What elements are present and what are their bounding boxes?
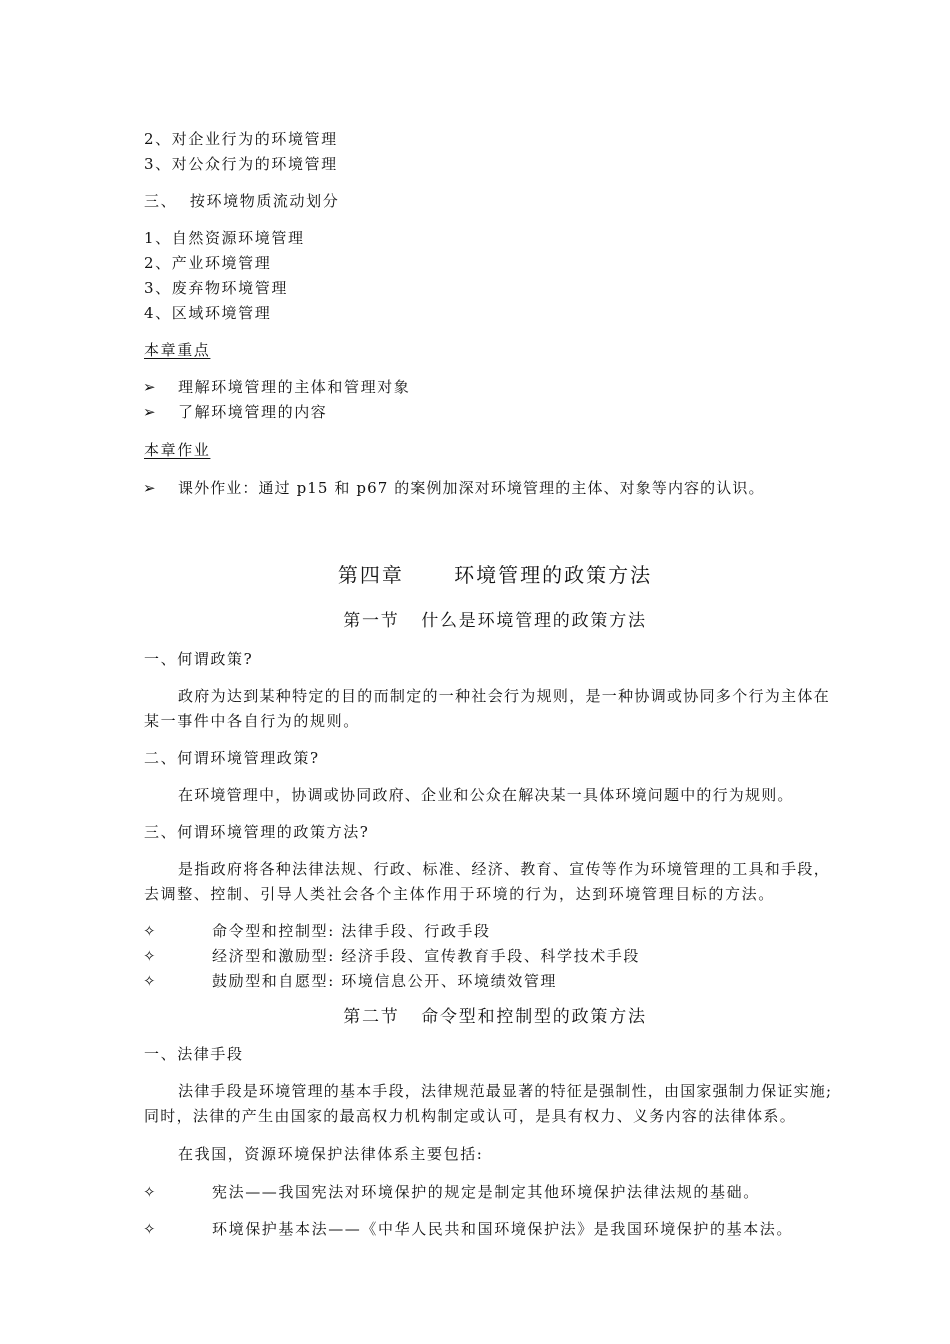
key-points-title: 本章重点: [144, 341, 211, 359]
paragraph-line: 法律手段是环境管理的基本手段，法律规范最显著的特征是强制性，由国家强制力保证实施;: [178, 1082, 833, 1100]
list-item: 1、自然资源环境管理: [144, 229, 305, 247]
question-heading: 一、法律手段: [144, 1045, 244, 1063]
law-item: 环境保护基本法——《中华人民共和国环境保护法》是我国环境保护的基本法。: [212, 1220, 794, 1238]
policy-type-item: 经济型和激励型: 经济手段、宣传教育手段、科学技术手段: [212, 947, 641, 965]
arrow-bullet-icon: ➢: [143, 479, 156, 497]
paragraph-line: 政府为达到某种特定的目的而制定的一种社会行为规则，是一种协调或协同多个行为主体在: [178, 687, 831, 705]
section-title: 第一节 什么是环境管理的政策方法: [343, 611, 647, 631]
section-heading: 三、 按环境物质流动划分: [144, 192, 340, 210]
arrow-bullet-icon: ➢: [143, 378, 156, 396]
key-point-item: 了解环境管理的内容: [178, 403, 328, 421]
list-item: 3、废弃物环境管理: [144, 279, 288, 297]
list-item: 3、对公众行为的环境管理: [144, 155, 338, 173]
list-item: 2、对企业行为的环境管理: [144, 130, 338, 148]
policy-type-item: 鼓励型和自愿型: 环境信息公开、环境绩效管理: [212, 972, 558, 990]
policy-type-item: 命令型和控制型: 法律手段、行政手段: [212, 922, 491, 940]
paragraph-line: 同时，法律的产生由国家的最高权力机构制定或认可，是具有权力、义务内容的法律体系。: [144, 1107, 797, 1125]
homework-title: 本章作业: [144, 441, 211, 459]
chapter-title: 第四章 环境管理的政策方法: [337, 563, 653, 587]
diamond-bullet-icon: ✧: [143, 922, 156, 940]
diamond-bullet-icon: ✧: [143, 972, 156, 990]
diamond-bullet-icon: ✧: [143, 947, 156, 965]
paragraph-line: 在我国，资源环境保护法律体系主要包括:: [178, 1145, 484, 1163]
key-point-item: 理解环境管理的主体和管理对象: [178, 378, 411, 396]
question-heading: 三、何谓环境管理的政策方法?: [144, 823, 370, 841]
law-item: 宪法——我国宪法对环境保护的规定是制定其他环境保护法律法规的基础。: [212, 1183, 760, 1201]
homework-item: 课外作业：通过 p15 和 p67 的案例加深对环境管理的主体、对象等内容的认识。: [178, 479, 765, 497]
paragraph-line: 在环境管理中，协调或协同政府、企业和公众在解决某一具体环境问题中的行为规则。: [178, 786, 794, 804]
paragraph-line: 是指政府将各种法律法规、行政、标准、经济、教育、宣传等作为环境管理的工具和手段，: [178, 860, 831, 878]
list-item: 2、产业环境管理: [144, 254, 272, 272]
paragraph-line: 去调整、控制、引导人类社会各个主体作用于环境的行为，达到环境管理目标的方法。: [144, 885, 775, 903]
arrow-bullet-icon: ➢: [143, 403, 156, 421]
question-heading: 二、何谓环境管理政策?: [144, 749, 320, 767]
diamond-bullet-icon: ✧: [143, 1183, 156, 1201]
paragraph-line: 某一事件中各自行为的规则。: [144, 712, 360, 730]
question-heading: 一、何谓政策?: [144, 650, 254, 668]
section-title: 第二节 命令型和控制型的政策方法: [343, 1007, 647, 1027]
diamond-bullet-icon: ✧: [143, 1220, 156, 1238]
list-item: 4、区域环境管理: [144, 304, 272, 322]
